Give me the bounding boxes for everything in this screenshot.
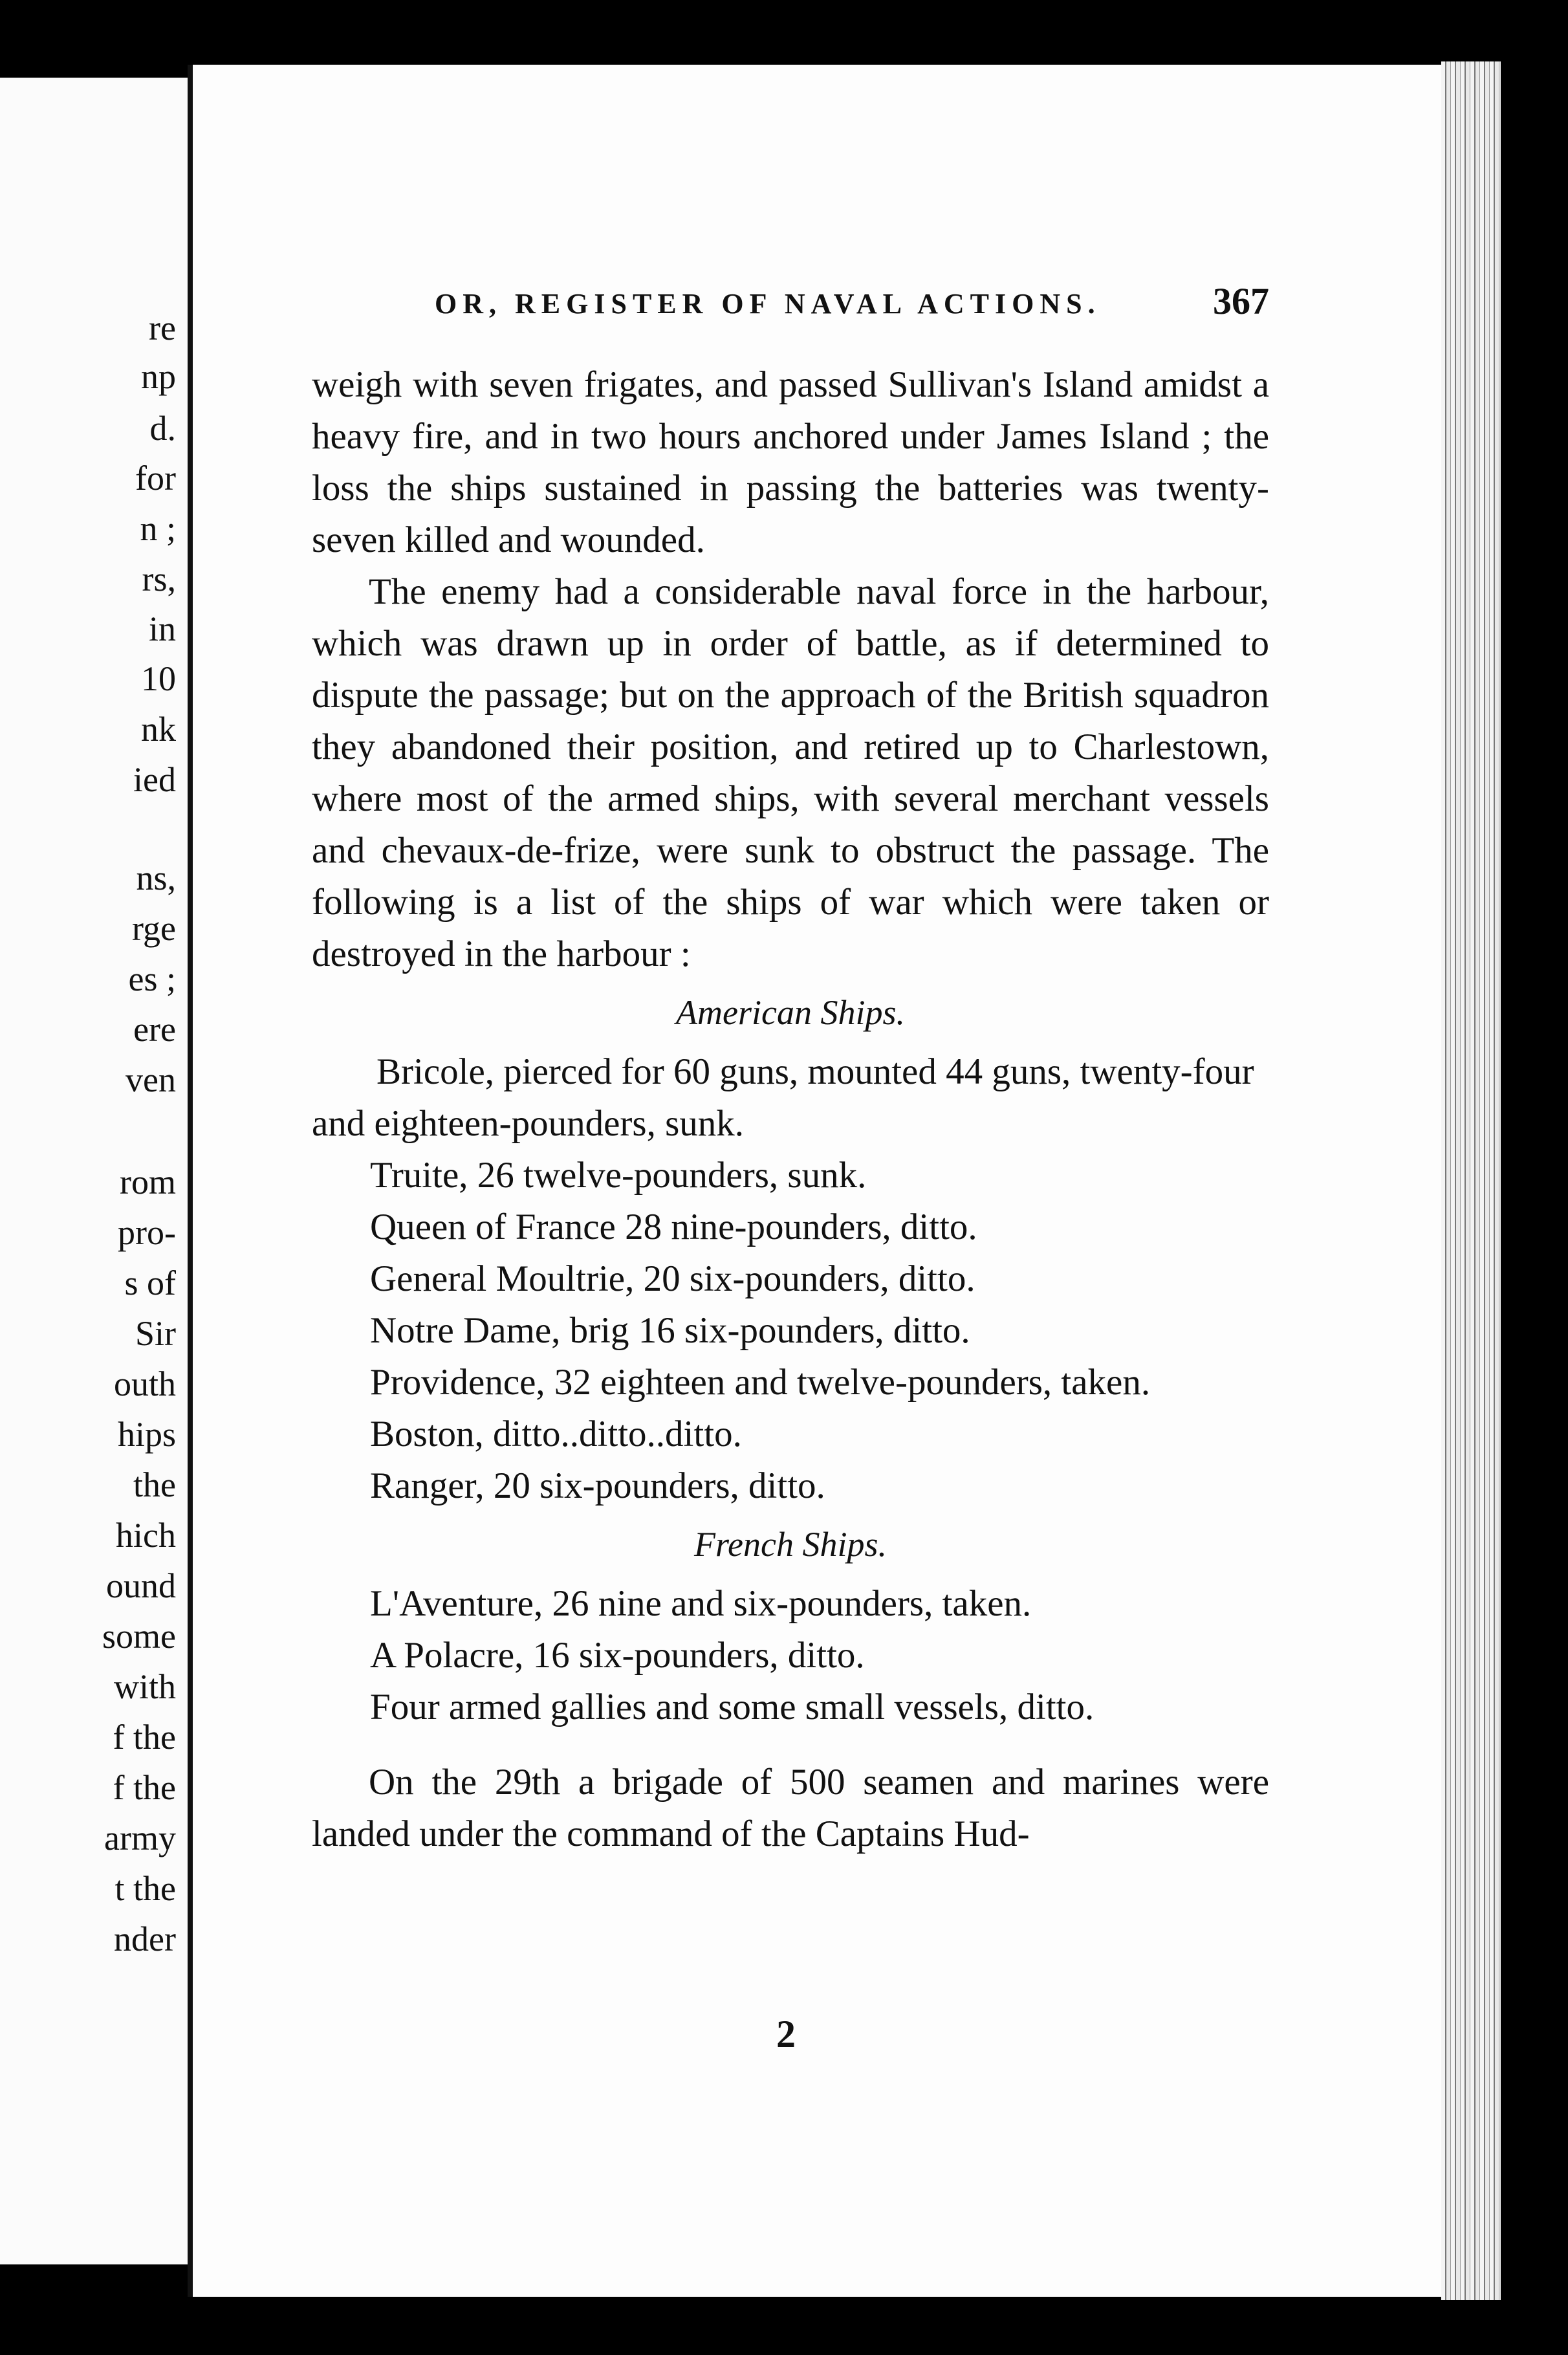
page-edges	[1441, 61, 1501, 2300]
facing-page-fragment: es ;	[128, 959, 176, 998]
list-item: Boston, ditto..ditto..ditto.	[370, 1414, 742, 1454]
facing-page-fragment: outh	[113, 1364, 176, 1403]
american-ships-heading: American Ships.	[676, 993, 905, 1032]
list-item: Notre Dame, brig 16 six-pounders, ditto.	[370, 1310, 970, 1351]
facing-page-fragment: ven	[125, 1060, 176, 1099]
facing-page-fragment: ns,	[136, 859, 176, 897]
facing-page-fragment: for	[135, 459, 176, 498]
paragraph-2: The enemy had a considerable naval force in the harbour, which was drawn up in order of battle, as if determined to dispute the passage; but on the approach of the British squadron they abandoned their position, and retired up to Charlestown, where most of the armed ships, with several merchant vessels and chevaux-de-frize, were sunk to obstruct the passage. The following is a list of the ships of war which were taken or destroyed in the harbour :	[312, 571, 1269, 974]
facing-page-fragment: np	[141, 357, 176, 396]
facing-page-fragment: rom	[120, 1163, 176, 1201]
list-item: Bricole, pierced for 60 guns, mounted 44 guns, twenty-four and eighteen-pounders, sunk.	[312, 1051, 1254, 1144]
facing-page-fragment: some	[102, 1617, 176, 1656]
running-title: OR, REGISTER OF NAVAL ACTIONS.	[435, 288, 1101, 320]
facing-page-fragment: Sir	[135, 1314, 176, 1353]
facing-page-fragment: n ;	[140, 509, 176, 548]
french-ships-heading: French Ships.	[694, 1525, 887, 1564]
paragraph-3: On the 29th a brigade of 500 seamen and marines were landed under the command of the Captains Hud-	[312, 1762, 1269, 1854]
page-header	[435, 279, 1269, 325]
facing-page-fragment: f the	[113, 1768, 176, 1807]
facing-page	[0, 78, 198, 2264]
facing-page-fragment: army	[104, 1819, 176, 1857]
paragraph-1: weigh with seven frigates, and passed Sullivan's Island amidst a heavy fire, and in two hours anchored under James Island ; the loss the ships sustained in passing the batteries was twenty-seven killed and wounded.	[312, 364, 1269, 560]
facing-page-fragment: the	[133, 1465, 176, 1504]
list-item: Ranger, 20 six-pounders, ditto.	[370, 1465, 825, 1506]
french-ships-list	[312, 1578, 1269, 1733]
list-item: A Polacre, 16 six-pounders, ditto.	[370, 1635, 865, 1676]
facing-page-fragment: rs,	[142, 560, 176, 598]
facing-page-fragment: s of	[124, 1264, 176, 1302]
facing-page-fragment: with	[113, 1667, 176, 1706]
facing-page-fragment: in	[148, 609, 176, 648]
list-item: L'Aventure, 26 nine and six-pounders, taken.	[370, 1583, 1032, 1624]
facing-page-fragment: pro-	[118, 1213, 176, 1252]
facing-page-fragment: 10	[141, 659, 176, 698]
facing-page-fragment: d.	[149, 409, 176, 448]
facing-page-fragment: t the	[114, 1869, 176, 1908]
facing-page-fragment: f the	[113, 1718, 176, 1757]
list-item: Four armed gallies and some small vessels, ditto.	[370, 1687, 1094, 1727]
list-item: Providence, 32 eighteen and twelve-pounders, taken.	[370, 1362, 1151, 1403]
facing-page-fragment: nk	[141, 710, 176, 749]
facing-page-fragment: hich	[116, 1516, 176, 1555]
page-body	[312, 359, 1269, 1860]
facing-page-fragment: ied	[133, 760, 176, 799]
facing-page-fragment: rge	[132, 909, 176, 948]
list-item: Truite, 26 twelve-pounders, sunk.	[370, 1155, 867, 1196]
facing-page-fragment: nder	[114, 1920, 176, 1958]
facing-page-fragment: ere	[133, 1010, 176, 1049]
facing-page-fragment: ound	[106, 1566, 176, 1605]
facing-page-fragment: re	[149, 309, 176, 347]
signature-mark: 2	[776, 2013, 796, 2055]
page-number: 367	[1213, 280, 1269, 322]
list-item: General Moultrie, 20 six-pounders, ditto.	[370, 1258, 975, 1299]
list-item: Queen of France 28 nine-pounders, ditto.	[370, 1207, 977, 1247]
facing-page-fragment: hips	[117, 1415, 176, 1454]
american-ships-list	[312, 1046, 1269, 1512]
